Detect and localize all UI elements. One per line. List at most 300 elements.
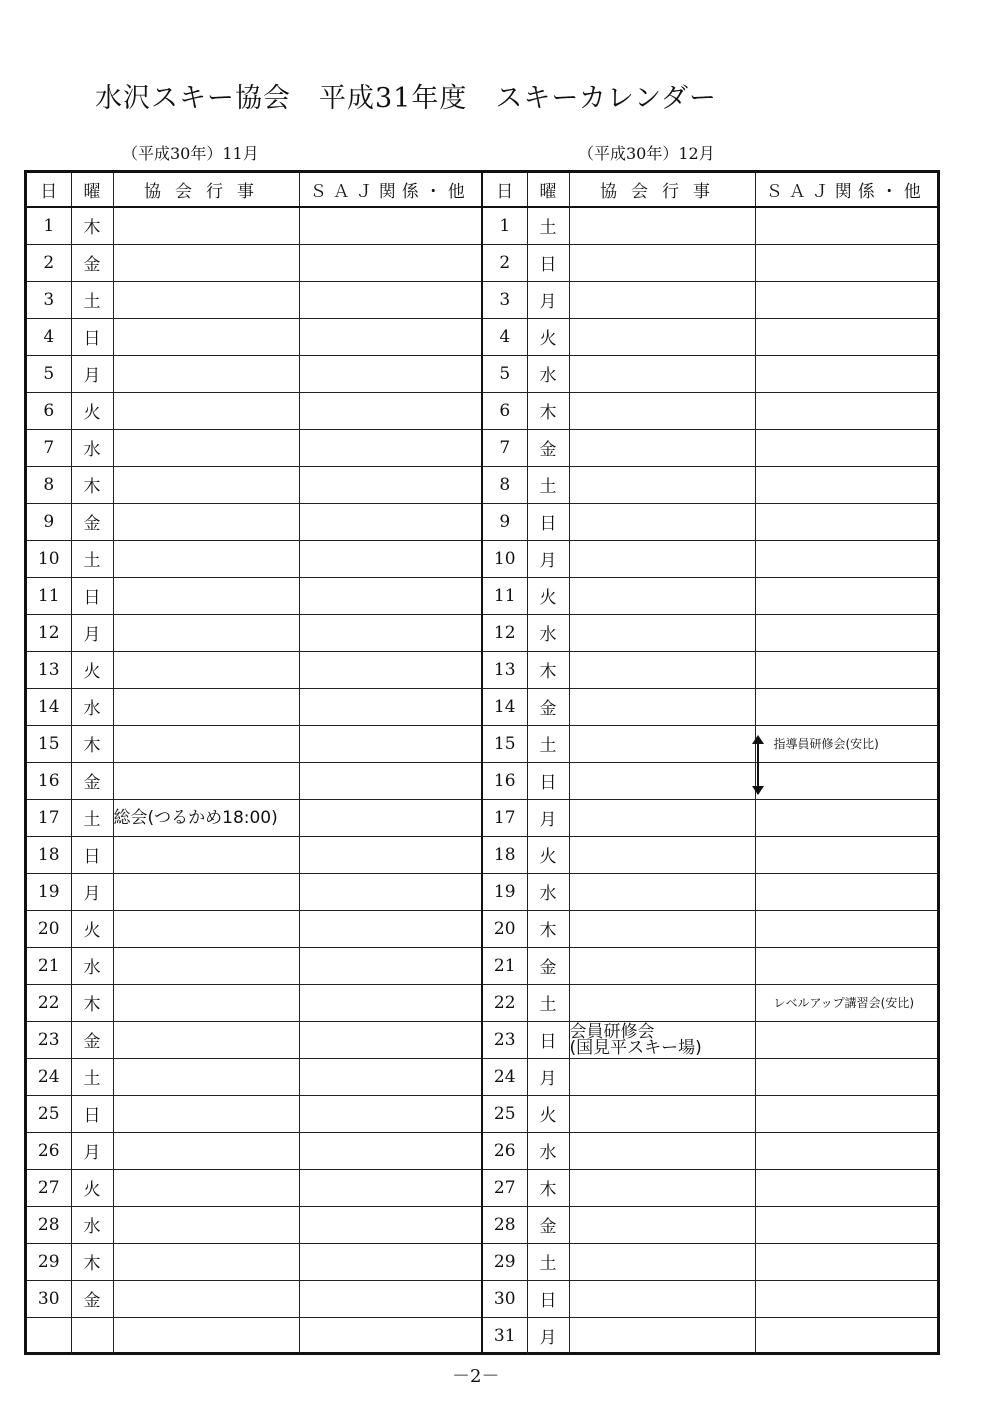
saj-event-cell [299,207,482,244]
weekday-cell: 水 [527,614,569,651]
december-label: （平成30年）12月 [578,144,715,163]
weekday-cell: 土 [527,207,569,244]
saj-event-cell [755,281,937,318]
day-cell: 8 [27,466,71,503]
saj-event-cell [299,651,482,688]
december-table [483,173,937,1354]
day-cell: 30 [483,1280,527,1317]
calendar-row [27,540,482,577]
day-cell: 1 [27,207,71,244]
weekday-cell [71,1317,113,1354]
november-label: （平成30年）11月 [122,144,259,163]
association-event-cell [569,244,755,281]
association-event-cell [113,577,299,614]
weekday-cell: 土 [71,799,113,836]
saj-event-cell [755,466,937,503]
saj-event-cell [755,1132,937,1169]
calendar-row [483,466,937,503]
calendar-row [27,873,482,910]
header-saj-other: ＳＡＪ関係・他 [299,173,482,207]
weekday-cell: 金 [71,244,113,281]
weekday-cell: 月 [527,799,569,836]
weekday-cell: 土 [71,1058,113,1095]
calendar-row [27,1021,482,1058]
association-event-cell [113,1021,299,1058]
day-cell: 4 [27,318,71,355]
saj-event-cell [299,1243,482,1280]
day-cell: 28 [27,1206,71,1243]
calendar-row [483,355,937,392]
association-event-cell [113,1317,299,1354]
saj-event-cell [299,392,482,429]
weekday-cell: 月 [527,1058,569,1095]
weekday-cell: 火 [71,651,113,688]
saj-event-cell [299,762,482,799]
calendar-row [483,1132,937,1169]
saj-event-cell [755,799,937,836]
arrow-up-icon [752,735,764,744]
association-event-cell [569,540,755,577]
day-cell: 12 [27,614,71,651]
saj-event-cell [299,244,482,281]
saj-event-cell [299,1169,482,1206]
saj-event-cell [299,281,482,318]
saj-event-cell [299,1206,482,1243]
association-event-cell [113,540,299,577]
weekday-cell: 火 [527,577,569,614]
association-event-cell [569,984,755,1021]
association-event-cell [569,799,755,836]
weekday-cell: 火 [527,318,569,355]
saj-event-cell [755,355,937,392]
saj-event-cell [755,1243,937,1280]
day-cell: 24 [27,1058,71,1095]
day-cell: 22 [27,984,71,1021]
calendar-row [27,466,482,503]
saj-event-cell [299,466,482,503]
calendar-row [27,355,482,392]
saj-event-cell [755,873,937,910]
calendar-row [27,984,482,1021]
day-cell: 16 [483,762,527,799]
association-event-cell [113,1243,299,1280]
saj-event-cell [299,1058,482,1095]
weekday-cell: 土 [527,466,569,503]
weekday-cell: 木 [527,392,569,429]
saj-event-cell [299,318,482,355]
weekday-cell: 水 [527,1132,569,1169]
saj-event-cell [299,1317,482,1354]
day-cell: 17 [27,799,71,836]
calendar-row [27,244,482,281]
weekday-cell: 土 [527,984,569,1021]
day-cell: 14 [483,688,527,725]
calendar-row [483,318,937,355]
weekday-cell: 日 [527,762,569,799]
calendar-row [27,947,482,984]
day-cell: 10 [27,540,71,577]
saj-event-cell [755,688,937,725]
day-cell: 14 [27,688,71,725]
weekday-cell: 土 [71,540,113,577]
saj-event-cell [755,392,937,429]
weekday-cell: 水 [527,873,569,910]
weekday-cell: 金 [527,429,569,466]
calendar-row [27,762,482,799]
association-event-cell [113,1132,299,1169]
day-cell: 16 [27,762,71,799]
day-cell: 20 [27,910,71,947]
weekday-cell: 日 [71,577,113,614]
calendar-row [483,207,937,244]
saj-event-cell [755,1095,937,1132]
association-event-cell [569,1058,755,1095]
weekday-cell: 水 [527,355,569,392]
association-event-cell [569,910,755,947]
saj-event-cell [755,429,937,466]
association-event-cell [113,836,299,873]
saj-event-cell [755,1169,937,1206]
calendar-row [483,1095,937,1132]
weekday-cell: 火 [527,836,569,873]
calendar-row [483,910,937,947]
day-cell: 31 [483,1317,527,1354]
weekday-cell: 金 [71,1021,113,1058]
saj-event-cell [755,614,937,651]
weekday-cell: 金 [527,1206,569,1243]
calendar-row [483,799,937,836]
calendar-row [483,984,937,1021]
saj-event-cell [299,540,482,577]
day-cell: 12 [483,614,527,651]
day-cell: 20 [483,910,527,947]
weekday-cell: 日 [527,244,569,281]
weekday-cell: 水 [71,688,113,725]
association-event-cell [113,947,299,984]
weekday-cell: 火 [71,392,113,429]
day-cell: 23 [483,1021,527,1058]
weekday-cell: 日 [527,1280,569,1317]
saj-event-cell [755,207,937,244]
weekday-cell: 火 [71,910,113,947]
day-cell: 4 [483,318,527,355]
calendar-row [483,947,937,984]
day-cell: 27 [27,1169,71,1206]
calendar-row [483,614,937,651]
weekday-cell: 土 [527,725,569,762]
calendar-row [483,429,937,466]
day-cell: 23 [27,1021,71,1058]
saj-event-cell [299,1280,482,1317]
saj-event-cell [299,947,482,984]
association-event-cell [113,355,299,392]
calendar-row [27,577,482,614]
header-day: 日 [483,173,527,207]
association-event-cell [113,1058,299,1095]
association-event-cell [113,1095,299,1132]
day-cell: 18 [483,836,527,873]
day-cell: 5 [27,355,71,392]
weekday-cell: 日 [71,836,113,873]
calendar-row [483,651,937,688]
weekday-cell: 金 [71,503,113,540]
association-event-cell [569,651,755,688]
calendar-row [27,1206,482,1243]
weekday-cell: 日 [71,1095,113,1132]
weekday-cell: 金 [527,947,569,984]
day-cell: 17 [483,799,527,836]
association-event-cell [569,318,755,355]
weekday-cell: 火 [71,1169,113,1206]
weekday-cell: 日 [527,1021,569,1058]
saj-event-cell [299,1095,482,1132]
day-cell: 29 [27,1243,71,1280]
association-event-cell [569,281,755,318]
header-association-events: 協会行事 [113,173,299,207]
day-cell: 2 [483,244,527,281]
calendar-row [483,725,937,762]
day-cell: 7 [27,429,71,466]
association-event-cell [113,466,299,503]
calendar-row [27,318,482,355]
day-cell: 5 [483,355,527,392]
association-event-cell [113,207,299,244]
saj-event-cell: レベルアップ講習会(安比) [755,984,937,1021]
association-event-cell [569,1317,755,1354]
saj-event-cell [299,1021,482,1058]
day-cell: 6 [27,392,71,429]
calendar-row [27,1169,482,1206]
day-cell: 9 [483,503,527,540]
calendar-row [483,1243,937,1280]
day-cell: 8 [483,466,527,503]
calendar-row [27,1280,482,1317]
weekday-cell: 木 [71,466,113,503]
association-event-cell [569,392,755,429]
calendar-row [483,873,937,910]
association-event-cell [113,1169,299,1206]
weekday-cell: 木 [71,984,113,1021]
weekday-cell: 木 [527,651,569,688]
saj-event-cell [755,1206,937,1243]
weekday-cell: 土 [71,281,113,318]
calendar-row [27,614,482,651]
association-event-cell: 総会(つるかめ18:00) [113,799,299,836]
header-row [27,173,482,207]
calendar-row [27,392,482,429]
weekday-cell: 水 [71,947,113,984]
saj-event-cell [299,503,482,540]
association-event-cell [569,1095,755,1132]
saj-event-cell [299,429,482,466]
association-event-cell [569,429,755,466]
day-cell: 15 [27,725,71,762]
saj-event-cell [755,1021,937,1058]
calendar-row [483,1317,937,1354]
association-event-cell [113,984,299,1021]
association-event-cell [569,207,755,244]
weekday-cell: 月 [527,281,569,318]
arrow-down-icon [752,786,764,795]
weekday-cell: 木 [527,910,569,947]
saj-event-cell [755,540,937,577]
association-event-cell [113,318,299,355]
weekday-cell: 月 [71,873,113,910]
saj-event-cell [755,503,937,540]
association-event-cell [113,1206,299,1243]
association-event-cell [113,688,299,725]
association-event-cell [113,762,299,799]
association-event-cell [113,651,299,688]
saj-event-cell [755,577,937,614]
calendar-row [483,1058,937,1095]
calendar-row [483,281,937,318]
day-cell: 21 [27,947,71,984]
association-event-cell [569,762,755,799]
calendar-row [483,392,937,429]
saj-event-cell [755,1058,937,1095]
association-event-cell [113,429,299,466]
association-event-cell [569,688,755,725]
header-row [483,173,937,207]
association-event-cell [113,614,299,651]
header-day: 日 [27,173,71,207]
weekday-cell: 月 [527,540,569,577]
weekday-cell: 土 [527,1243,569,1280]
weekday-cell: 木 [71,207,113,244]
association-event-cell [113,873,299,910]
saj-event-cell [299,910,482,947]
association-event-cell [113,1280,299,1317]
day-cell: 15 [483,725,527,762]
association-event-cell [569,947,755,984]
association-event-cell [569,1243,755,1280]
weekday-cell: 月 [71,355,113,392]
weekday-cell: 日 [527,503,569,540]
weekday-cell: 火 [527,1095,569,1132]
association-event-cell [113,392,299,429]
weekday-cell: 金 [71,762,113,799]
day-cell: 26 [483,1132,527,1169]
saj-event-cell [299,1132,482,1169]
saj-event-cell [755,947,937,984]
document-title: 水沢スキー協会 平成31年度 スキーカレンダー [95,83,718,114]
calendar-row [27,688,482,725]
day-cell: 10 [483,540,527,577]
association-event-cell [569,725,755,762]
day-cell: 21 [483,947,527,984]
calendar-row [483,688,937,725]
association-event-cell [113,244,299,281]
calendar-row [27,207,482,244]
calendar-row [483,503,937,540]
day-cell: 26 [27,1132,71,1169]
day-cell: 25 [27,1095,71,1132]
association-event-cell [569,466,755,503]
day-cell: 2 [27,244,71,281]
saj-event-cell [299,873,482,910]
weekday-cell: 木 [71,725,113,762]
day-cell: 6 [483,392,527,429]
header-weekday: 曜 [71,173,113,207]
header-weekday: 曜 [527,173,569,207]
header-association-events: 協会行事 [569,173,755,207]
day-cell: 24 [483,1058,527,1095]
weekday-cell: 金 [527,688,569,725]
association-event-cell [113,910,299,947]
calendar-row [27,429,482,466]
calendar-row [27,1317,482,1354]
day-cell: 28 [483,1206,527,1243]
saj-event-cell [299,688,482,725]
association-event-cell [569,355,755,392]
weekday-cell: 木 [527,1169,569,1206]
calendar-row [483,762,937,799]
day-cell: 25 [483,1095,527,1132]
weekday-cell: 金 [71,1280,113,1317]
saj-event-cell [299,984,482,1021]
calendar-row [27,503,482,540]
day-cell: 11 [483,577,527,614]
calendar-row [483,836,937,873]
calendar-row [483,540,937,577]
calendar-row [27,836,482,873]
saj-event-cell [299,355,482,392]
day-cell: 22 [483,984,527,1021]
calendar-row [27,910,482,947]
day-cell: 27 [483,1169,527,1206]
association-event-cell [569,873,755,910]
day-cell [27,1317,71,1354]
day-cell: 1 [483,207,527,244]
association-event-cell [569,1206,755,1243]
weekday-cell: 日 [71,318,113,355]
calendar-row [27,651,482,688]
saj-event-cell [755,244,937,281]
weekday-cell: 木 [71,1243,113,1280]
weekday-cell: 月 [71,1132,113,1169]
header-saj-other: ＳＡＪ関係・他 [755,173,937,207]
association-event-cell [113,281,299,318]
saj-event-cell [755,762,937,799]
saj-event-cell [755,910,937,947]
day-cell: 29 [483,1243,527,1280]
day-cell: 11 [27,577,71,614]
saj-event-cell [755,651,937,688]
day-cell: 13 [483,651,527,688]
saj-event-cell [299,725,482,762]
weekday-cell: 月 [527,1317,569,1354]
association-event-cell [569,1169,755,1206]
association-event-cell [569,577,755,614]
calendar-row [27,1132,482,1169]
calendar-row [27,1095,482,1132]
calendar-row [27,281,482,318]
association-event-cell [569,836,755,873]
saj-event-cell [299,799,482,836]
day-cell: 18 [27,836,71,873]
day-cell: 30 [27,1280,71,1317]
calendar-row [483,577,937,614]
day-cell: 9 [27,503,71,540]
day-cell: 19 [483,873,527,910]
calendar-row [483,244,937,281]
association-event-cell [113,725,299,762]
association-event-cell [569,503,755,540]
calendar-row [483,1206,937,1243]
calendar-row [27,1058,482,1095]
calendar-row [27,725,482,762]
